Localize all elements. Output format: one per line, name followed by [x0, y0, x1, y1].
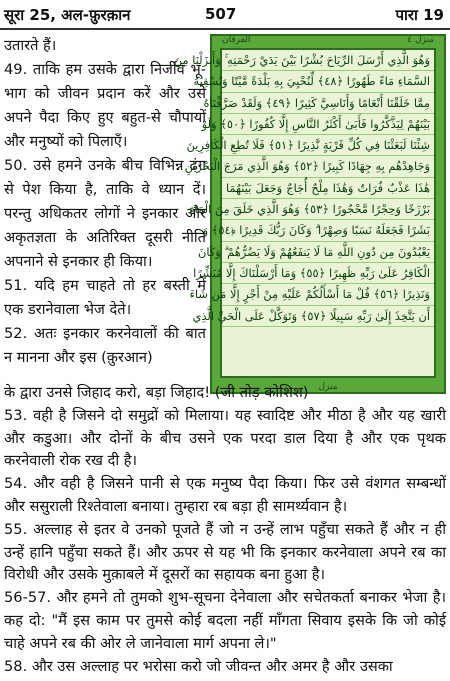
translation-paragraph: 53. वही है जिसने दो समुद्रों को मिलाया। यह स्वादिष्ट और मीठा है और यह खारी और कडुआ। और दोनों के बीच उसने एक परदा डाल दिया है और एक पृथक करनेवाली रोक रख दी है।: [4, 406, 446, 470]
panel-corner-label: منزل ٤: [407, 35, 434, 45]
arabic-text-block: [173, 48, 436, 378]
arabic-line: بَشَرًا فَجَعَلَهُ نَسَبًا وَصِهْرًا ۗ وَكَانَ رَبُّكَ قَدِيرًا ﴿٥٤﴾ وَ: [222, 220, 434, 241]
translation-paragraph: 56-57. और हमने तो तुमको शुभ-सूचना देनेवाला और सचेतकर्ता बनाकर भेजा है। कह दो: "मैं इस काम पर तुमसे कोई बदला नहीं माँगता सिवाय इसके कि जो कोई चाहे अपने रब की ओर ले जानेवाला मार्ग अपना ले।": [4, 589, 446, 652]
arabic-line: الْكَافِرُ عَلَىٰ رَبِّهِ ظَهِيرًا ﴿٥٥﴾ وَمَا أَرْسَلْنَاكَ إِلَّا مُبَشِّرًا: [222, 263, 434, 284]
page-header: [0, 0, 450, 30]
arabic-line: يَعْبُدُونَ مِن دُونِ اللَّهِ مَا لَا يَنفَعُهُمْ وَلَا يَضُرُّهُمْ ۗ وَكَانَ: [222, 242, 434, 263]
translation-paragraph: 51. यदि हम चाहते तो हर बस्ती में एक डरानेवाला भेज देते।: [4, 277, 206, 318]
surah-title: सूरा 25, अल-फ़ुरक़ान: [4, 6, 131, 24]
arabic-line: شِئْنَا لَبَعَثْنَا فِي كُلِّ قَرْيَةٍ نَّذِيرًا ﴿٥١﴾ فَلَا تُطِعِ الْكَافِرِينَ: [222, 135, 434, 156]
arabic-line: أَن يَتَّخِذَ إِلَىٰ رَبِّهِ سَبِيلًا ﴿٥٧﴾ وَتَوَكَّلْ عَلَى الْحَيِّ الَّذِي: [222, 306, 434, 327]
page-number: 507: [205, 5, 237, 23]
translation-paragraph: 50. उसे हमने उनके बीच विभिन्न ढंग से पेश किया है, ताकि वे ध्यान दें। परन्तु अधिकतर लोगों ने इनकार और अकृतज्ञता के अतिरिक्त दूसरी नीति अपनाने से इनकार ही किया।: [4, 157, 206, 270]
translation-full-width: [4, 382, 446, 678]
quran-text-panel: [173, 34, 446, 394]
arabic-line: مِمَّا خَلَقْنَا أَنْعَامًا وَأَنَاسِيَّ كَثِيرًا ﴿٤٩﴾ وَلَقَدْ صَرَّفْنَاهُ: [222, 93, 434, 114]
arabic-line: وَنَذِيرًا ﴿٥٦﴾ قُلْ مَا أَسْأَلُكُمْ عَلَيْهِ مِنْ أَجْرٍ إِلَّا مَن شَاءَ: [222, 284, 434, 305]
arabic-line: هَٰذَا عَذْبٌ فُرَاتٌ وَهَٰذَا مِلْحٌ أُجَاجٌ وَجَعَلَ بَيْنَهُمَا: [222, 178, 434, 199]
arabic-line: وَجَاهِدْهُم بِهِ جِهَادًا كَبِيرًا ﴿٥٢﴾ وَهُوَ الَّذِي مَرَجَ الْبَحْرَيْنِ: [222, 156, 434, 177]
translation-paragraph: 58. और उस अल्लाह पर भरोसा करो जो जीवन्त और अमर है और उसका: [4, 657, 393, 675]
translation-paragraph: 49. ताकि हम उसके द्वारा निर्जीव भू-भाग को जीवन प्रदान करें और उसे अपने पैदा किए हुए बहुत-से चौपायों और मनुष्यों को पिलाएँ।: [4, 61, 206, 150]
panel-corner-label: الفرقان: [222, 35, 251, 45]
para-label: पारा 19: [395, 6, 444, 24]
translation-paragraph: 54. और वही है जिसने पानी से एक मनुष्य पैदा किया। फिर उसे वंशगत सम्बन्धों और ससुराली रिश्तेवाला बनाया। तुम्हारा रब बड़ा ही सामर्थ्यवान है।: [4, 475, 446, 515]
translation-paragraph: 55. अल्लाह से इतर वे उनको पूजते हैं जो न उन्हें लाभ पहुँचा सकते हैं और न ही उन्हें हानि पहुँचा सकते हैं। और ऊपर से यह भी कि इनकार करनेवाला अपने रब का विरोधी और उसके मुक़ाबले में दूसरों का सहायक बना हुआ है।: [4, 520, 446, 584]
arabic-line: وَهُوَ الَّذِي أَرْسَلَ الرِّيَاحَ بُشْرًا بَيْنَ يَدَيْ رَحْمَتِهِ ۚ وَأَنزَلْنَا مِنَ: [222, 50, 434, 71]
translation-paragraph: के द्वारा उनसे जिहाद करो, बड़ा जिहाद! (जी तोड़ कोशिश): [4, 384, 309, 401]
translation-paragraph: 52. अतः इनकार करनेवालों की बात न मानना और इस (क़ुरआन): [4, 325, 206, 366]
arabic-line: بَرْزَخًا وَحِجْرًا مَّحْجُورًا ﴿٥٣﴾ وَهُوَ الَّذِي خَلَقَ مِنَ الْمَاءِ: [222, 199, 434, 220]
panel-bottom-label: منزل: [318, 382, 338, 392]
translation-paragraph: उतारते हैं।: [4, 37, 57, 54]
translation-left-column: [4, 34, 206, 370]
arabic-line: السَّمَاءِ مَاءً طَهُورًا ﴿٤٨﴾ لِّنُحْيِيَ بِهِ بَلْدَةً مَّيْتًا وَنُسْقِيَهُ: [222, 71, 434, 92]
arabic-line: بَيْنَهُمْ لِيَذَّكَّرُوا فَأَبَىٰ أَكْثَرُ النَّاسِ إِلَّا كُفُورًا ﴿٥٠﴾ وَلَوْ: [222, 114, 434, 135]
